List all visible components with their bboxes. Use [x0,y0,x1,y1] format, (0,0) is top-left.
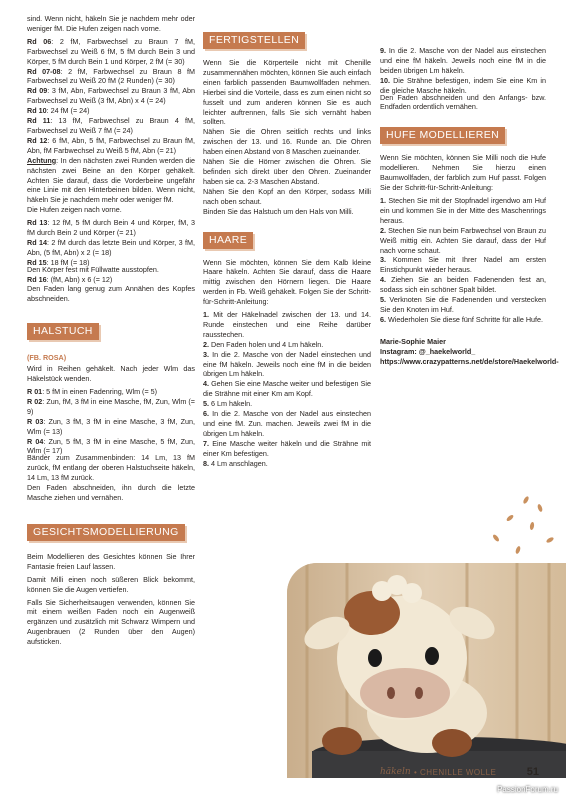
pattern-row [380,315,546,325]
row-label: 4. [380,275,386,285]
intro-text: sind. Wenn nicht, häkeln Sie je nachdem mehr oder weniger fM. Die Hufen zeigen nach vorne. [27,14,195,33]
pattern-row [27,67,195,87]
decorative-dots [440,488,560,568]
halstuch-rows [27,387,195,456]
credit-url[interactable]: https://www.crazypatterns.net/de/store/Haekelworld- [380,356,559,366]
row-text: : 6 fM, Abn, 5 fM, Farbwechsel zu Braun fM, Abn, fM Farbwechsel zu Weiß 5 fM, Abn (= 21) [27,135,195,155]
fertig-p2: Nähen Sie die Ohren seitlich rechts und links zwischen der 13. und 16. Runde an. Die Ohren haben einen Abstand von 8 Maschen zueinander. [203,127,371,157]
rd16-text: : (fM, Abn) x 6 (= 12) [46,274,113,284]
row-text: In die 2. Masche von der Nadel aus einstechen und eine fM. Zun. machen. Jeweils zwei fM in die übrigen Lm häkeln. [203,409,371,438]
row-label: 3. [380,255,386,265]
row-text: Ziehen Sie an beiden Fadenenden fest an, sodass sich ein schöner Spalt bildet. [380,275,546,295]
row-text: Den Faden holen und 4 Lm häkeln. [209,339,324,349]
calf-illustration [287,563,566,778]
haare-steps [203,310,371,469]
fertig-header: FERTIGSTELLEN [203,32,305,49]
rd16-label: Rd 16 [27,274,47,284]
row-label: 1. [380,195,386,205]
row-text: Eine Masche weiter häkeln und die Strähne mit einer Km befestigen. [203,438,371,458]
row-text: Die Strähne befestigen, indem Sie eine Km in die gleiche Masche häkeln. [380,75,546,95]
hufe-p1: Wenn Sie möchten, können Sie Milli noch die Hufe modellieren. Nehmen Sie hierzu einen Baumwollfaden, der farblich zum Huf passt. Folgen Sie der Schritt-für-Schritt-Anleitung: [380,153,546,193]
column-right [380,14,559,369]
row-label: Rd 06 [27,36,52,46]
halstuch-sub: (FB. ROSA) [27,353,67,363]
row-label: 2. [380,225,386,235]
pattern-row [380,46,546,76]
row-label: 4. [203,379,209,389]
halstuch-baender: Bänder zum Zusammenbinden: 14 Lm, 13 fM zurück, fM entlang der oberen Halstuchseite häkeln, 14 Lm, 13 fM zurück. [27,453,195,483]
row-label: R 04 [27,436,44,446]
footer-brand: häkeln [380,767,411,777]
credit-block [380,336,559,367]
rows-block-1 [27,37,195,156]
pattern-row [27,238,195,258]
row-text: : 2 fM durch das letzte Bein und Körper, 3 fM, Abn, (5 fM, Abn) x 2 (= 18) [27,237,195,257]
footer-section: • CHENILLE WOLLE [414,768,497,777]
page-number: 51 [526,766,539,778]
pattern-row [380,275,546,295]
row-text: In die 2. Masche von der Nadel aus einstechen und eine fM häkeln. Jeweils noch eine fM in die beiden übrigen Lm häkeln. [380,46,546,75]
pattern-row [380,295,546,315]
row-label: 2. [203,339,209,349]
hufe-header: HUFE MODELLIEREN [380,127,505,144]
hufen-text: Die Hufen zeigen nach vorne. [27,205,122,215]
pattern-row [380,226,546,256]
fuell-text: Den Körper fest mit Füllwatte ausstopfen. [27,264,159,274]
row-text: : 5 fM in einen Fadenring, Wlm (= 5) [42,387,158,396]
pattern-row [203,399,371,409]
fertig-p4: Nähen Sie den Kopf an den Körper, sodass Milli nach oben schaut. [203,186,371,206]
achtung-label: Achtung [27,155,57,165]
row-label: 5. [380,295,386,305]
row-text: Verknoten Sie die Fadenenden und verstecken Sie den Knoten im Huf. [380,295,546,314]
pattern-row [203,350,371,380]
pattern-row [27,116,195,136]
watermark: PassionForum.ru [497,785,558,794]
row-text: : Zun, fM, 3 fM in eine Masche, fM, Zun, Wlm (= 9) [27,396,196,416]
row-label: R 03 [27,416,44,426]
pattern-row [27,397,195,417]
gesicht-header: GESICHTSMODELLIERUNG [27,524,185,541]
col3-steps [380,46,546,96]
credit-name: Marie-Sophie Maier [380,336,446,346]
haare-header: HAARE [203,232,253,249]
achtung-text: : In den nächsten zwei Runden werden die nächsten zwei Beine an den Körper gehäkelt. Achten Sie darauf, dass die Vorderbeine ungefähr eine Linie mit den Hinterbeinen bilden. Wenn nicht, häkeln Sie je nachdem mehr oder weniger fM. [27,155,195,205]
pattern-row [380,255,546,275]
row-label: R 01 [27,387,43,396]
row-text: 6 Lm häkeln. [209,399,253,409]
pattern-row [203,310,371,340]
row-label: Rd 14 [27,237,47,247]
row-text: Mit der Häkelnadel zwischen der 13. und 14. Runde einstechen und eine Reihe darüber rausstechen. [203,310,371,339]
row-text: : 18 fM (= 18) [46,257,90,267]
row-text: Wiederholen Sie diese fünf Schritte für alle Hufe. [386,314,544,324]
pattern-row [203,409,371,439]
pattern-row [380,196,546,226]
pattern-row [27,218,195,238]
row-label: Rd 07-08 [27,66,61,76]
pattern-row [27,136,195,156]
row-label: 5. [203,399,209,409]
haare-p1: Wenn Sie möchten, können Sie dem Kalb kleine Haare häkeln. Achten Sie darauf, dass die Haare mittig zwischen den Hörnern liegen. Die Haare werden in Fb. Weiß gehäkelt. Folgen Sie der Schritt-für-Schritt-Anleitung: [203,257,371,307]
row-text: Stechen Sie mit der Stopfnadel irgendwo am Huf ein und kommen Sie in der Mitte des Maschenrings heraus. [380,195,546,225]
column-middle [203,14,371,469]
row-text: Kommen Sie mit Ihrer Nadel am ersten Einstichpunkt wieder heraus. [380,255,546,275]
row-label: 10. [380,75,390,85]
hufe-steps [380,196,546,325]
row-label: Rd 11 [27,116,51,126]
row-label: Rd 09 [27,86,48,96]
row-label: R 02 [27,396,43,406]
pattern-row [203,340,371,350]
calf-photo [287,563,566,778]
gesicht-p3: Falls Sie Sicherheitsaugen verwenden, können Sie mit einem weißen Faden noch ein Augenweiß ergänzen und zusätzlich mit Schwarz Wimpern und Augenbrauen (2 Runden über den Augen) aufsticken. [27,597,195,647]
pattern-row [27,417,195,437]
halstuch-intro: Wird in Reihen gehäkelt. Nach jeder Wlm das Häkelstück wenden. [27,364,195,384]
row-label: 6. [203,409,209,419]
fertig-p1: Wenn Sie die Körperteile nicht mit Chenille zusammennähen möchten, können Sie auch einfach einen farblich passenden Baumwollfaden nehmen. Hierbei sind die Vorteile, dass es zum einen nicht so fusselt und zum anderen können Sie es auch leichter auftrennen, falls Sie sich vernäht haben sollten. [203,58,371,127]
row-text: : 3 fM, Abn, Farbwechsel zu Braun 3 fM, Abn Farbwechsel zu Weiß (3 fM, Abn) x 4 (= 24) [27,86,195,106]
rd16-row [27,275,195,285]
credit-instagram: Instagram: @_haekelworld_ [380,346,476,356]
pattern-row [27,37,195,67]
row-label: 6. [380,314,386,324]
gesicht-p1: Beim Modellieren des Gesichtes können Sie Ihrer Fantasie freien Lauf lassen. [27,551,195,571]
row-text: In die 2. Masche von der Nadel einstechen und eine fM häkeln. Jeweils noch eine fM in die beiden übrigen Lm häkeln. [203,349,371,379]
fertig-p3: Nähen Sie die Hörner zwischen die Ohren. Sie befinden sich direkt über den Ohren. Zueinander haben sie ca. 2-3 Maschen Abstand. [203,157,371,186]
row-label: 9. [380,46,386,55]
pattern-row [27,387,195,397]
row-label: Rd 15 [27,257,47,267]
gesicht-p2: Damit Milli einen noch süßeren Blick bekommt, können Sie die Augen vertiefen. [27,574,195,594]
rows-block-2 [27,218,195,268]
row-label: 3. [203,349,209,359]
row-text: Stechen Sie nun beim Farbwechsel von Braun zu Weiß mittig ein. Achten Sie darauf, dass der Huf nach vorne schaut. [380,225,546,255]
row-label: Rd 12 [27,135,48,145]
row-text: : 13 fM, Farbwechsel zu Braun 4 fM, Farbwechsel zu Weiß 7 fM (= 24) [27,116,195,135]
pattern-row [203,379,371,399]
row-text: 4 Lm anschlagen. [209,458,268,468]
halstuch-ende: Den Faden abschneiden, ihn durch die letzte Masche ziehen und vernähen. [27,483,195,502]
row-label: Rd 13 [27,218,48,228]
row-text: : 12 fM, 5 fM durch Bein 4 und Körper, fM, 3 fM durch Bein 2 und Körper (= 21) [27,218,195,238]
row-label: 1. [203,310,209,320]
achtung-paragraph [27,156,195,206]
fertig-p5: Binden Sie das Halstuch um den Hals von Milli. [203,206,354,216]
col3-ende: Den Faden abschneiden und den Anfangs- bzw. Endfaden ordentlich vernähen. [380,92,546,112]
row-text: : 2 fM, Farbwechsel zu Braun 7 fM, Farbwechsel zu Weiß 6 fM, 5 fM durch Bein 3 und Körper, 5 fM durch Bein 1 und Körper, 2 fM (= 30) [27,36,195,66]
pattern-row [203,439,371,459]
row-label: 8. [203,458,209,468]
column-left [27,14,195,650]
row-label: 7. [203,438,209,448]
row-text: : 2 fM, Farbwechsel zu Braun 8 fM Farbwechsel zu Weiß 20 fM (2 Runden) (= 30) [27,66,196,86]
row-text: : Zun, 5 fM, 3 fM in eine Masche, 5 fM, Zun, Wlm (= 17) [27,436,196,456]
row-text: : 24 fM (= 24) [46,106,90,116]
row-text: : Zun, 3 fM, 3 fM in eine Masche, 3 fM, Zun, Wlm (= 13) [27,416,196,436]
pattern-row [203,459,371,469]
pattern-row [27,106,195,116]
row-label: Rd 10 [27,106,47,116]
row-text: Gehen Sie eine Masche weiter und befestigen Sie die Strähne mit einer Km am Kopf. [203,379,371,399]
pattern-row [27,86,195,106]
faden-text: Den Faden lang genug zum Annähen des Kopfes abschneiden. [27,284,195,304]
halstuch-header: HALSTUCH [27,323,99,340]
